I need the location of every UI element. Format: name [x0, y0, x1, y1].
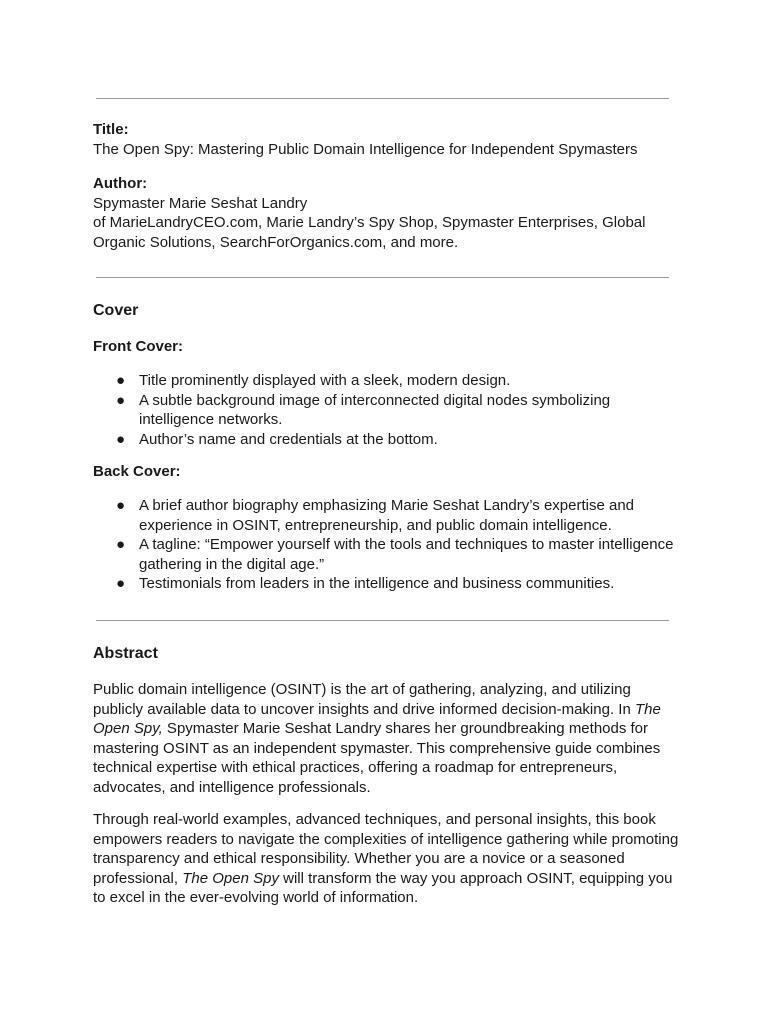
horizontal-rule-middle — [96, 277, 669, 278]
list-item: ● Testimonials from leaders in the intelligence and business communities. — [116, 575, 615, 592]
horizontal-rule-bottom — [96, 620, 669, 621]
book-title: The Open Spy: Mastering Public Domain Intelligence for Independent Spymasters — [93, 140, 638, 158]
list-item: ● Author’s name and credentials at the bottom. — [116, 430, 438, 448]
back-cover-label: Back Cover: — [93, 463, 181, 480]
author-label: Author: — [93, 175, 148, 192]
front-cover-list — [93, 371, 683, 449]
bullet-icon: ● — [116, 372, 126, 389]
abstract-heading: Abstract — [93, 645, 158, 662]
bullet-icon: ● — [116, 497, 126, 514]
abstract-paragraph-2: Through real-world examples, advanced techniques, and personal insights, this book empowers readers to navigate the complexities of intelligence gathering while promoting transparency and ethical responsibility. Whether you are a novice or a seasoned professional, The Open Spy will transform the way you approach OSINT, equipping you to excel in the ever-evolving world of information. — [93, 811, 679, 906]
author-affiliations: of MarieLandryCEO.com, Marie Landry’s Spy Shop, Spymaster Enterprises, Global Organic Solutions, SearchForOrganics.com, and more. — [93, 214, 646, 251]
bullet-icon: ● — [116, 430, 126, 448]
book-title-emphasis: The Open Spy, — [93, 700, 661, 737]
title-label: Title: — [93, 121, 129, 138]
abstract-paragraph-1: Public domain intelligence (OSINT) is the art of gathering, analyzing, and utilizing publicly available data to uncover insights and drive informed decision-making. In The Open Spy, Spymaster Marie Seshat Landry shares her groundbreaking methods for mastering OSINT as an independent spymaster. This comprehensive guide combines technical expertise with ethical practices, offering a roadmap for entrepreneurs, advocates, and intelligence professionals. — [93, 681, 661, 796]
list-item: ● Title prominently displayed with a sleek, modern design. — [116, 372, 511, 389]
cover-heading: Cover — [93, 302, 139, 319]
bullet-icon: ● — [116, 391, 126, 409]
list-item: ● A tagline: “Empower yourself with the tools and techniques to master intelligence gathering in the digital age.” — [116, 536, 674, 573]
title-section — [93, 120, 683, 159]
list-item: ● A subtle background image of interconnected digital nodes symbolizing intelligence networks. — [116, 391, 611, 428]
front-cover-label: Front Cover: — [93, 338, 183, 355]
author-section — [93, 174, 683, 252]
horizontal-rule-top — [96, 98, 669, 99]
list-item: ● A brief author biography emphasizing Marie Seshat Landry’s expertise and experience in OSINT, entrepreneurship, and public domain intelligence. — [116, 497, 635, 534]
bullet-icon: ● — [116, 575, 126, 592]
book-title-emphasis: The Open Spy — [182, 869, 279, 887]
back-cover-list — [93, 496, 683, 594]
bullet-icon: ● — [116, 536, 126, 553]
author-name: Spymaster Marie Seshat Landry — [93, 194, 308, 212]
